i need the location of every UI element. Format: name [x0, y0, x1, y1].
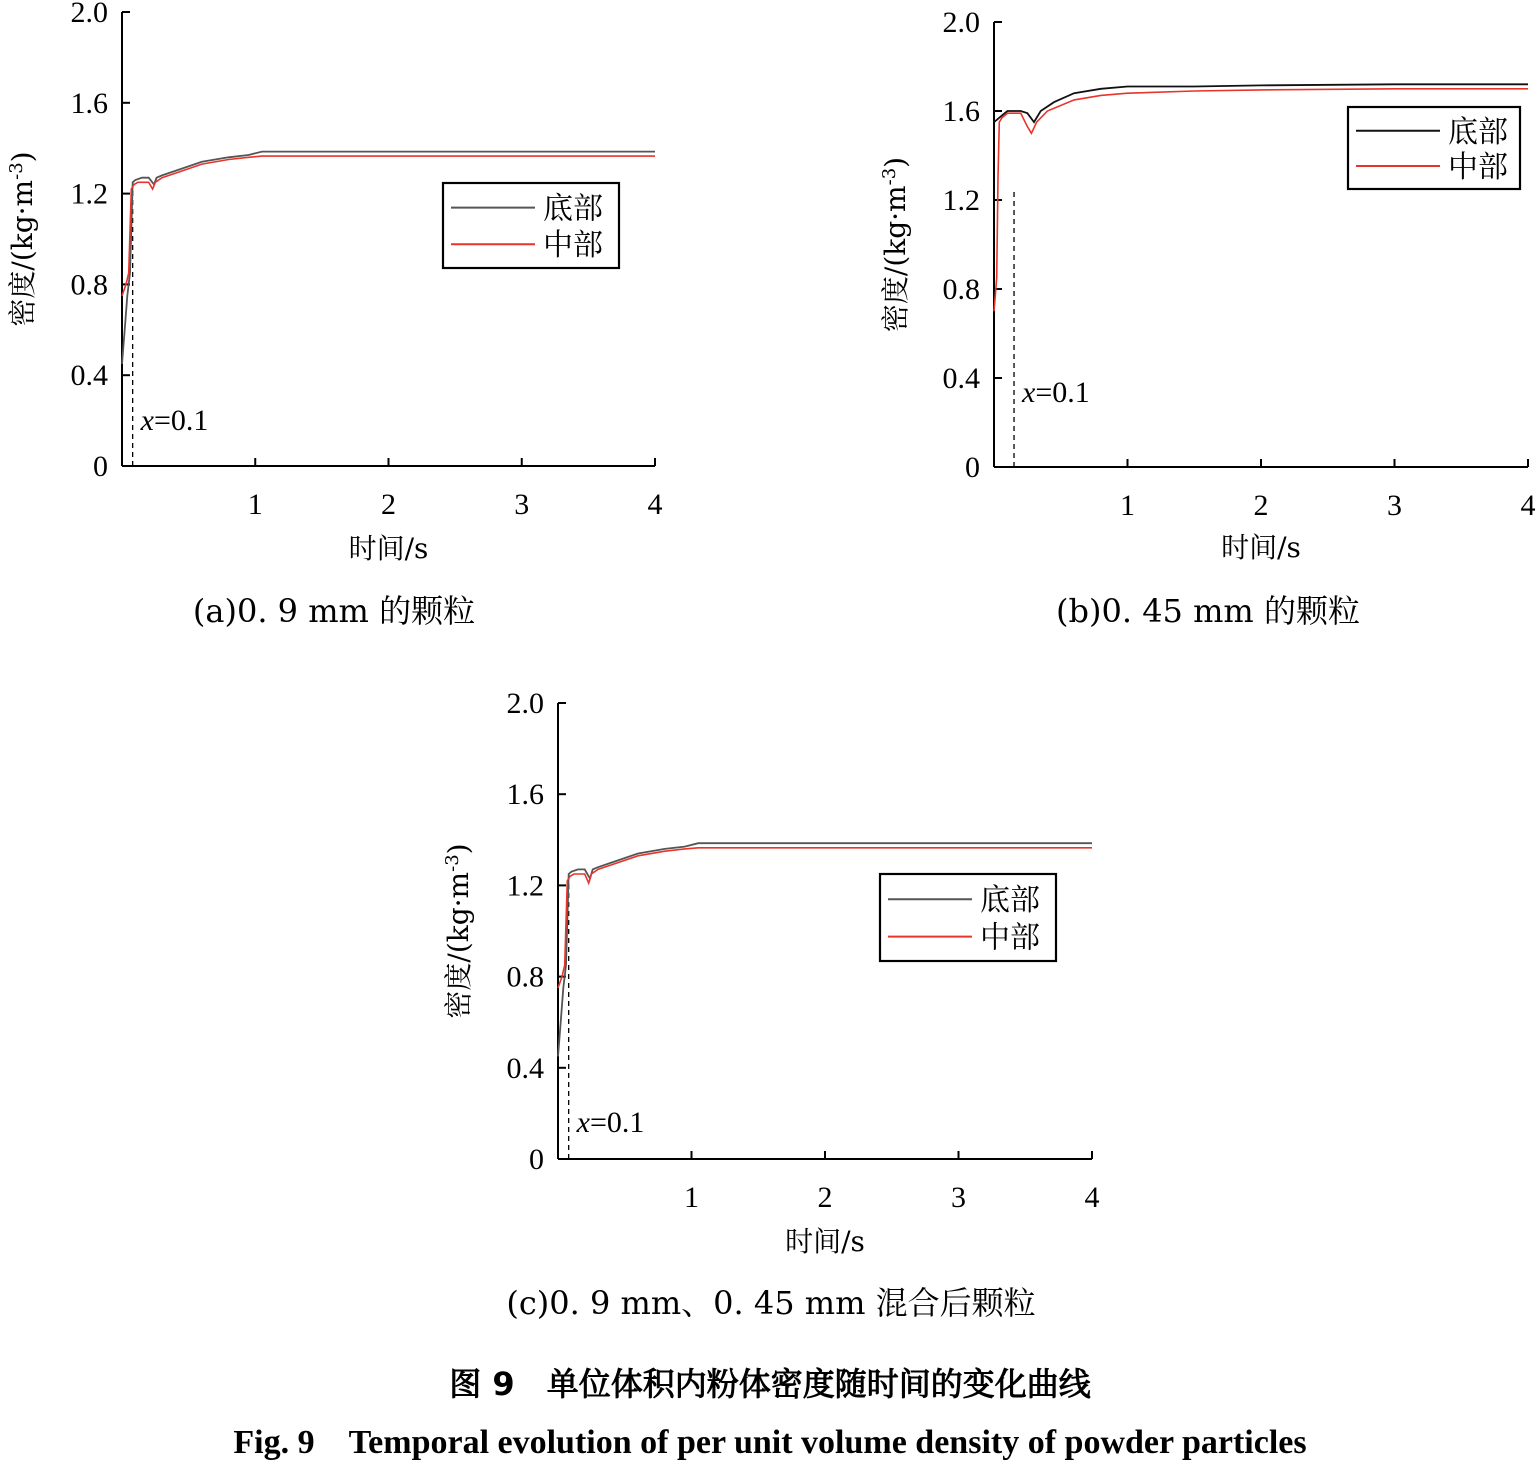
y-tick-label: 1.6: [942, 95, 980, 128]
annotation-label: x=0.1: [576, 1106, 645, 1139]
y-tick-label: 0.8: [942, 273, 980, 306]
y-axis-label: 密度$/(kg\cdot m^{-3})$: [5, 151, 39, 327]
x-tick-label: 3: [951, 1181, 966, 1214]
x-tick-label: 1: [684, 1181, 699, 1214]
y-tick-label: 0.4: [506, 1051, 544, 1085]
y-tick-label: 2.0: [942, 6, 980, 39]
y-tick-label: 0.4: [942, 362, 980, 395]
x-axis-label: 时间/s: [348, 532, 429, 565]
x-tick-label: 4: [1084, 1181, 1100, 1214]
y-tick-label: 0: [93, 450, 108, 483]
y-tick-label: 1.2: [506, 869, 544, 903]
caption-c: (c)0. 9 mm、0. 45 mm 混合后颗粒: [506, 1284, 1036, 1322]
y-tick-label: 0: [529, 1143, 544, 1176]
x-tick-label: 2: [817, 1181, 833, 1214]
x-tick-label: 4: [1520, 489, 1536, 522]
legend-label: 底部: [1448, 114, 1508, 150]
y-tick-label: 1.2: [70, 177, 108, 211]
y-tick-label: 1.6: [506, 778, 544, 812]
y-tick-label: 0.8: [506, 960, 544, 994]
chart-panel-a: [6, 0, 663, 565]
legend-label: 中部: [1448, 150, 1508, 186]
annotation-label: x=0.1: [140, 404, 209, 437]
y-tick-label: 1.6: [70, 86, 108, 120]
x-axis-label: 时间/s: [1221, 531, 1301, 564]
x-tick-label: 4: [647, 488, 663, 521]
x-tick-label: 2: [1253, 489, 1269, 522]
chart-panel-b: [879, 6, 1536, 564]
y-tick-label: 1.2: [942, 184, 980, 217]
figure-title-en: Fig. 9 Temporal evolution of per unit volume density of powder particles: [233, 1424, 1307, 1461]
x-tick-label: 3: [514, 488, 530, 521]
x-tick-label: 1: [247, 488, 263, 521]
legend-label: 底部: [543, 191, 603, 227]
caption-a: (a)0. 9 mm 的颗粒: [192, 592, 476, 630]
legend-label: 中部: [543, 228, 603, 264]
annotation-label: x=0.1: [1022, 376, 1090, 409]
chart-panel-c: [442, 687, 1100, 1258]
x-tick-label: 2: [381, 488, 396, 521]
figure-title-cn: 图 9 单位体积内粉体密度随时间的变化曲线: [449, 1365, 1091, 1403]
y-axis-label: 密度$/(kg\cdot m^{-3})$: [441, 843, 475, 1019]
y-tick-label: 0.4: [70, 359, 108, 393]
y-tick-label: 2.0: [70, 0, 108, 29]
caption-b: (b)0. 45 mm 的颗粒: [1056, 592, 1360, 630]
y-tick-label: 2.0: [506, 687, 544, 720]
y-tick-label: 0.8: [70, 268, 108, 302]
x-axis-label: 时间/s: [785, 1225, 865, 1258]
legend-label: 底部: [980, 883, 1040, 919]
y-tick-label: 0: [965, 451, 980, 484]
x-tick-label: 3: [1387, 489, 1402, 522]
legend-label: 中部: [980, 920, 1040, 956]
y-axis-label: 密度$/(kg\cdot m^{-3})$: [878, 156, 912, 333]
x-tick-label: 1: [1120, 489, 1135, 522]
